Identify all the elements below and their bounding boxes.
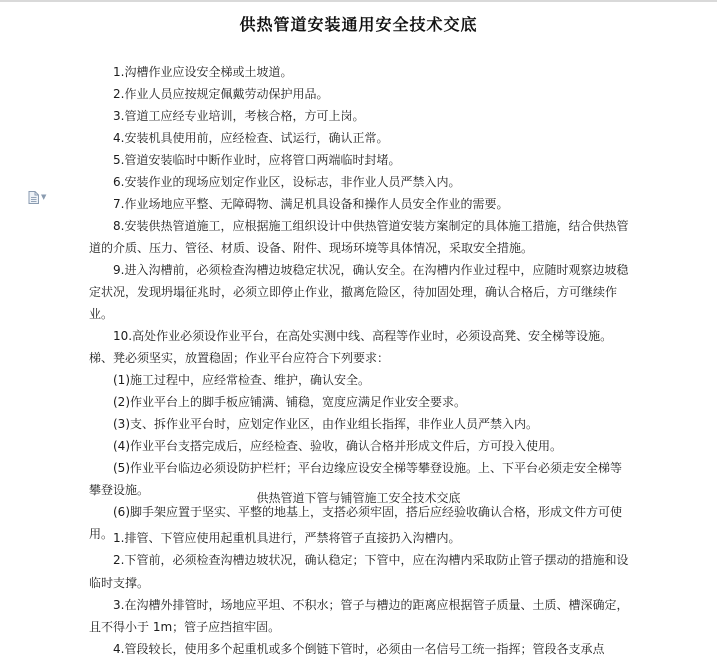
paragraph: 4.管段较长，使用多个起重机或多个倒链下管时，必须由一名信号工统一指挥；管段各支承点: [113, 642, 605, 657]
paragraph: 10.高处作业必须设作业平台，在高处实测中线、高程等作业时，必须设高凳、安全梯等设施。梯、凳必须坚实，放置稳固；作业平台应符合下列要求：: [89, 329, 613, 365]
paragraph: (6)脚手架应置于坚实、平整的地基上，支搭必须牢固，搭后应经验收确认合格，形成文件方可使用。: [89, 505, 623, 541]
paragraph: 3.在沟槽外排管时，场地应平坦、不积水；管子与槽边的距离应根据管子质量、土质、槽深确定，且不得小于 1m；管子应挡揎牢固。: [89, 597, 629, 635]
page-top-border: [0, 0, 717, 2]
document-icon: [28, 191, 39, 204]
document-body: [89, 61, 629, 545]
section-body: [89, 527, 629, 661]
section-title: 供热管道下管与铺管施工安全技术交底: [256, 491, 461, 505]
paragraph: 5.管道安装临时中断作业时，应将管口两端临时封堵。: [113, 153, 401, 167]
paragraph: 8.安装供热管道施工，应根据施工组织设计中供热管道安装方案制定的具体施工措施，结合供热管道的介质、压力、管径、材质、设备、附件、现场环境等具体情况，采取安全措施。: [89, 219, 629, 255]
paragraph: (3)支、拆作业平台时，应划定作业区，由作业组长指挥，非作业人员严禁入内。: [113, 417, 539, 431]
document-title: 供热管道安装通用安全技术交底: [239, 15, 478, 34]
paragraph: 2.作业人员应按规定佩戴劳动保护用品。: [113, 87, 329, 101]
paragraph: 3.管道工应经专业培训，考核合格，方可上岗。: [113, 109, 365, 123]
paragraph-options-button[interactable]: [28, 191, 46, 204]
chevron-down-icon: ▼: [41, 193, 47, 201]
paragraph: (2)作业平台上的脚手板应铺满、铺稳，宽度应满足作业安全要求。: [113, 395, 467, 409]
paragraph: 9.进入沟槽前，必须检查沟槽边坡稳定状况，确认安全。在沟槽内作业过程中，应随时观察边坡稳定状况，发现坍塌征兆时，必须立即停止作业，撤离危险区，待加固处理，确认合格后，方可继续作业。: [89, 263, 629, 321]
paragraph: 4.安装机具使用前，应经检查、试运行，确认正常。: [113, 131, 389, 145]
paragraph: 6.安装作业的现场应划定作业区，设标志，非作业人员严禁入内。: [113, 175, 461, 189]
paragraph: (5)作业平台临边必须设防护栏杆；平台边缘应设安全梯等攀登设施。上、下平台必须走安全梯等攀登设施。: [89, 461, 623, 497]
paragraph: 2.下管前，必须检查沟槽边坡状况，确认稳定；下管中，应在沟槽内采取防止管子摆动的措施和设临时支撑。: [89, 553, 629, 590]
paragraph: 1.沟槽作业应设安全梯或土坡道。: [113, 65, 293, 79]
paragraph: (1)施工过程中，应经常检查、维护，确认安全。: [113, 373, 370, 387]
paragraph: 1.排管、下管应使用起重机具进行，严禁将管子直接扔入沟槽内。: [113, 531, 461, 545]
paragraph: 7.作业场地应平整、无障碍物、满足机具设备和操作人员安全作业的需要。: [113, 197, 509, 211]
paragraph: (4)作业平台支搭完成后，应经检查、验收，确认合格并形成文件后，方可投入使用。: [113, 439, 563, 453]
